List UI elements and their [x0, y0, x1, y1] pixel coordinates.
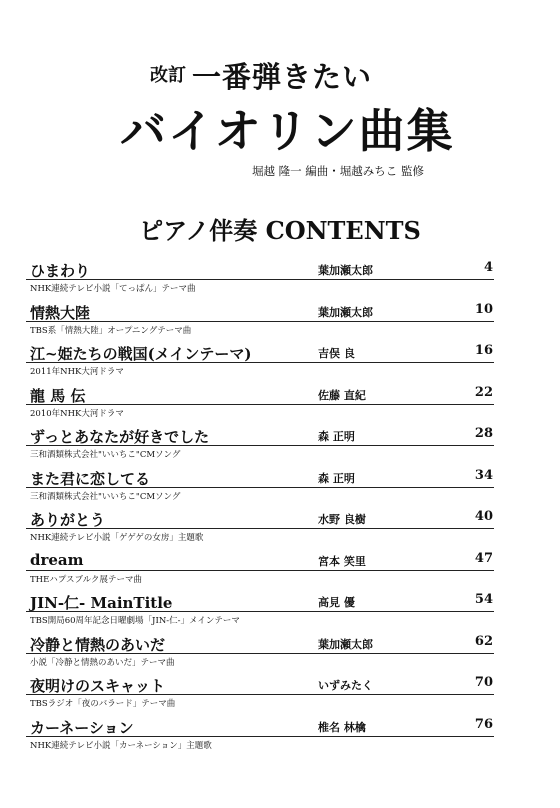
arranger-name: 椎名 林檎: [318, 720, 366, 734]
song-note: TBSラジオ「夜のバラード」テーマ曲: [30, 699, 176, 709]
arranger-name: 葉加瀬太郎: [318, 305, 373, 319]
arranger-name: 吉俣 良: [318, 347, 355, 360]
arranger-name: 葉加瀬太郎: [318, 264, 373, 277]
song-note: NHK連続テレビ小説「カーネーション」主題歌: [30, 740, 212, 751]
arranger-name: 森 正明: [318, 471, 355, 485]
contents-entry: [0, 592, 560, 632]
song-title: 江~姫たちの戦国(メインテーマ): [30, 345, 252, 363]
entry-divider: [26, 321, 494, 322]
book-title: バイオリン曲集: [120, 104, 455, 158]
book-header: [0, 0, 560, 200]
arranger-name: 佐藤 直紀: [318, 388, 366, 402]
contents-entry: [0, 509, 560, 549]
entry-divider: [26, 736, 494, 737]
arranger-name: いずみたく: [318, 679, 373, 692]
song-note: 三和酒類株式会社"いいちこ"CMソング: [30, 491, 181, 502]
page-number: 28: [474, 426, 493, 441]
song-title: 龍 馬 伝: [30, 386, 86, 405]
entry-divider: [26, 362, 494, 363]
song-title: ひまわり: [30, 262, 91, 280]
entry-divider: [26, 404, 494, 405]
arranger-name: 葉加瀬太郎: [318, 637, 373, 651]
page-number: 34: [474, 467, 493, 483]
song-title: ありがとう: [30, 511, 106, 529]
contents-entry: [0, 385, 560, 425]
contents-heading: ピアノ伴奏 CONTENTS: [139, 216, 421, 245]
contents-entry: [0, 551, 560, 591]
contents-entry: [0, 717, 560, 757]
song-title: 冷静と情熱のあいだ: [30, 635, 166, 654]
song-title: JIN-仁- MainTitle: [30, 594, 173, 612]
page-number: 47: [474, 550, 493, 566]
arranger-name: 高見 優: [318, 596, 355, 609]
page-number: 54: [474, 592, 493, 607]
song-note: 2011年NHK大河ドラマ: [30, 367, 124, 377]
entry-divider: [26, 694, 494, 695]
song-title: ずっとあなたが好きでした: [30, 428, 210, 446]
entry-divider: [26, 487, 494, 488]
revised-label: 改訂: [150, 65, 186, 86]
entry-divider: [26, 611, 494, 612]
arranger-name: 宮本 笑里: [318, 554, 366, 568]
title-line-top: [150, 55, 372, 96]
page-number: 62: [474, 633, 493, 649]
contents-entry: [0, 260, 560, 300]
song-note: THEハプスブルク展テーマ曲: [30, 574, 142, 585]
contents-entry: [0, 302, 560, 342]
page-number: 4: [483, 260, 493, 275]
song-title: また君に恋してる: [30, 469, 151, 488]
song-title: カーネーション: [30, 718, 134, 737]
contents-entry: [0, 343, 560, 383]
title-top: 一番弾きたい: [192, 60, 373, 94]
page-number: 22: [474, 384, 493, 400]
page-number: 16: [474, 343, 493, 358]
song-title: 情熱大陸: [30, 303, 91, 322]
entry-divider: [26, 653, 494, 654]
song-note: 2010年NHK大河ドラマ: [30, 408, 124, 419]
song-note: TBS系「情熱大陸」オープニングテーマ曲: [30, 325, 192, 336]
song-note: NHK連続テレビ小説「ゲゲゲの女房」主題歌: [30, 533, 204, 543]
entry-divider: [26, 279, 494, 280]
song-title: 夜明けのスキャット: [30, 677, 166, 695]
entry-divider: [26, 570, 494, 571]
page-number: 70: [474, 675, 493, 690]
song-note: TBS開局60周年記念日曜劇場「JIN-仁-」メインテーマ: [30, 616, 240, 626]
song-title: dream: [30, 550, 84, 569]
arranger-name: 森 正明: [318, 430, 355, 443]
arranger-name: 水野 良樹: [318, 513, 366, 526]
song-note: 三和酒類株式会社"いいちこ"CMソング: [30, 450, 181, 460]
entry-divider: [26, 528, 494, 529]
contents-entry: [0, 426, 560, 466]
song-note: 小説「冷静と情熱のあいだ」テーマ曲: [30, 657, 175, 668]
credits: 堀越 隆一 編曲・堀越みちこ 監修: [252, 164, 424, 178]
page-number: 10: [474, 301, 493, 317]
contents-entry: [0, 468, 560, 508]
contents-entry: [0, 675, 560, 715]
page-number: 76: [474, 716, 493, 732]
song-note: NHK連続テレビ小説「てっぱん」テーマ曲: [30, 284, 196, 294]
entry-divider: [26, 445, 494, 446]
page-number: 40: [474, 509, 493, 524]
contents-entry: [0, 634, 560, 674]
